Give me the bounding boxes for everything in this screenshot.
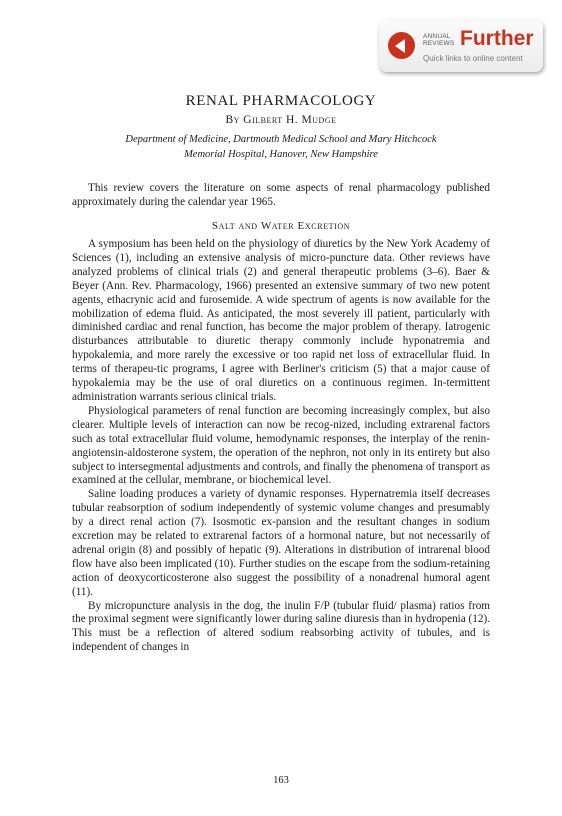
- affiliation-line-2: Memorial Hospital, Hanover, New Hampshire: [184, 149, 378, 160]
- body-paragraph: Physiological parameters of renal function are becoming increasingly complex, but also clearer. Multiple levels of interaction can now be recog-nized, including extrarenal factors such as total extracellular fluid volume, hemodynamic responses, the interplay of the renin-angiotensin-aldosterone system, the operation of the nephron, not only in its entirety but also subject to intersegmental adjustments and controls, and finally the phenomena of transport as examined at the cellular, membrane, or biochemical level.: [72, 404, 490, 487]
- affiliation-line-1: Department of Medicine, Dartmouth Medical School and Mary Hitchcock: [125, 134, 437, 145]
- badge-annual-label: ANNUAL: [423, 33, 451, 40]
- body-paragraph: By micropuncture analysis in the dog, the inulin F/P (tubular fluid/ plasma) ratios from the proximal segment were significantly lower during saline diuresis than in hydropenia (12). This must be a reflection of altered sodium reabsorbing activity of tubules, and is independent of changes in: [72, 599, 490, 654]
- page-number: 163: [273, 775, 289, 786]
- intro-paragraph: [72, 182, 490, 210]
- badge-reviews-label: REVIEWS: [423, 40, 455, 47]
- badge-further-logo[interactable]: Further: [460, 27, 534, 50]
- intro-text: This review covers the literature on some aspects of renal pharmacology published approximately during the calendar year 1965.: [72, 182, 490, 208]
- further-badge[interactable]: [379, 20, 543, 72]
- badge-subtitle[interactable]: Quick links to online content: [423, 54, 523, 63]
- article-body: [72, 238, 490, 655]
- body-paragraph: A symposium has been held on the physiology of diuretics by the New York Academy of Sciences (1), including an extensive analysis of micro-puncture data. Other reviews have analyzed problems of clinical trials (2) and general therapeutic problems (3–6). Baer & Beyer (Ann. Rev. Pharmacology, 1966) presented an extensive summary of two new potent agents, ethacrynic acid and furosemide. A wide spectrum of agents is now available for the mobilization of edema fluid. As anticipated, the most severely ill patient, particularly with diminished cardiac and renal function, has become the major problem of therapy. Iatrogenic disturbances attributable to diuretic therapy commonly include hyponatremia and hypokalemia, and more rarely the excessive or too rapid net loss of extracellular fluid. In terms of therapeu-tic programs, I agree with Berliner's criticism (5) that a major cause of hypokalemia may be the use of oral diuretics on a continuous regimen. In-termittent administration warrants serious clinical trials.: [72, 238, 490, 403]
- article-title: RENAL PHARMACOLOGY: [185, 93, 377, 109]
- article-author: By Gilbert H. Mudge: [225, 114, 337, 126]
- play-back-icon[interactable]: [388, 32, 415, 59]
- body-paragraph: Saline loading produces a variety of dynamic responses. Hypernatremia itself decreases tubular reabsorption of sodium independently of systemic volume changes and presumably by a direct renal action (7). Isosmotic ex-pansion and the resultant changes in sodium excretion may be related to extrarenal factors of a hormonal nature, but not necessarily of adrenal origin (8) and possibly of hepatic (9). Alterations in distribution of intrarenal blood flow have also been implicated (10). Further studies on the escape from the sodium-retaining action of deoxycorticosterone also suggest the possibility of a nonadrenal humoral agent (11).: [72, 488, 490, 598]
- section-heading: Salt and Water Excretion: [211, 220, 351, 232]
